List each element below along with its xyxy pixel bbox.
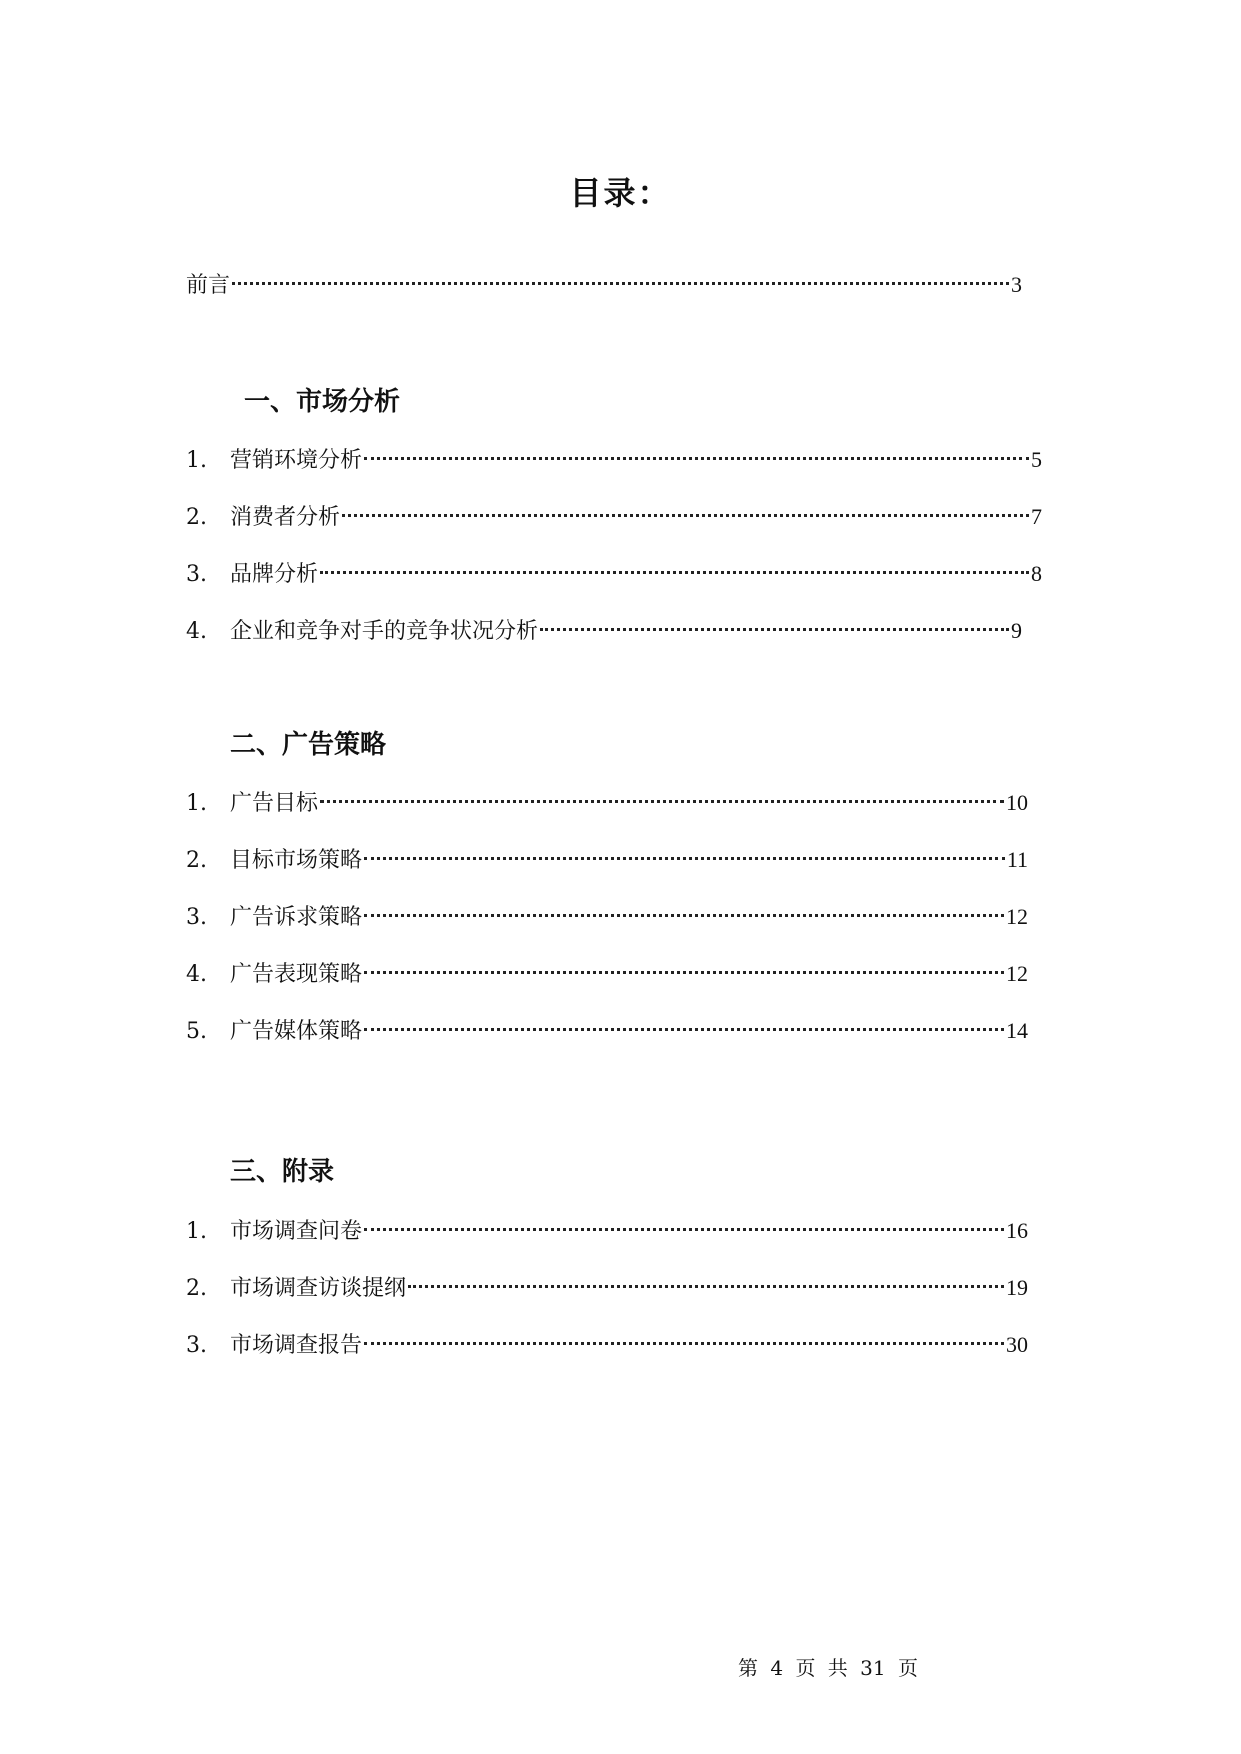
toc-entry[interactable] xyxy=(186,1214,1028,1244)
toc-entry-label: 消费者分析 xyxy=(230,505,341,530)
toc-entry-number: 2. xyxy=(186,1276,207,1301)
toc-page-number: 19 xyxy=(1006,1275,1028,1300)
toc-entry-label: 广告诉求策略 xyxy=(230,905,363,930)
toc-entry-number: 3. xyxy=(186,1333,207,1358)
toc-entry-number: 1. xyxy=(186,791,207,816)
toc-page-number: 14 xyxy=(1006,1018,1028,1043)
toc-entry[interactable] xyxy=(186,443,1042,473)
toc-entry-number: 5. xyxy=(186,1019,207,1044)
toc-entry-label: 市场调查访谈提纲 xyxy=(230,1276,407,1301)
dot-leader xyxy=(540,628,1009,631)
dot-leader xyxy=(364,914,1004,917)
dot-leader xyxy=(342,514,1029,517)
toc-entry-label: 市场调查问卷 xyxy=(230,1219,363,1244)
dot-leader xyxy=(364,457,1029,460)
dot-leader xyxy=(232,282,1009,285)
toc-page-number: 7 xyxy=(1031,504,1042,529)
toc-entry-number: 2. xyxy=(186,848,207,873)
toc-entry-label: 前言 xyxy=(186,273,231,298)
toc-entry-label: 市场调查报告 xyxy=(230,1333,363,1358)
toc-entry-number: 1. xyxy=(186,1219,207,1244)
toc-entry[interactable] xyxy=(186,500,1042,530)
toc-page-number: 8 xyxy=(1031,561,1042,586)
toc-entry-number: 4. xyxy=(186,619,207,644)
toc-entry[interactable] xyxy=(186,900,1028,930)
toc-entry[interactable] xyxy=(186,557,1042,587)
dot-leader xyxy=(408,1285,1004,1288)
toc-entry-label: 品牌分析 xyxy=(230,562,319,587)
dot-leader xyxy=(364,857,1005,860)
dot-leader xyxy=(320,571,1029,574)
toc-entry-number: 1. xyxy=(186,448,207,473)
dot-leader xyxy=(320,800,1004,803)
toc-entry[interactable] xyxy=(186,1328,1028,1358)
toc-page-number: 11 xyxy=(1006,847,1028,872)
toc-entry-label: 企业和竞争对手的竞争状况分析 xyxy=(230,619,539,644)
toc-entry-label: 广告目标 xyxy=(230,791,319,816)
toc-entry-label: 目标市场策略 xyxy=(230,848,363,873)
toc-page-number: 16 xyxy=(1006,1218,1028,1243)
dot-leader xyxy=(364,1028,1004,1031)
toc-page-number: 12 xyxy=(1006,904,1028,929)
toc-page-number: 9 xyxy=(1011,618,1022,643)
toc-page-number: 30 xyxy=(1006,1332,1028,1357)
toc-page-number: 12 xyxy=(1006,961,1028,986)
toc-entry-number: 3. xyxy=(186,562,207,587)
toc-entry-number: 4. xyxy=(186,962,207,987)
section-heading-market-analysis: 一、市场分析 xyxy=(244,387,401,417)
toc-page-number: 10 xyxy=(1006,790,1028,815)
toc-page-number: 5 xyxy=(1031,447,1042,472)
toc-page-number: 3 xyxy=(1011,272,1022,297)
page-title: 目录： xyxy=(569,174,672,212)
toc-entry[interactable] xyxy=(186,786,1028,816)
section-heading-appendix: 三、附录 xyxy=(230,1157,335,1187)
page-footer: 第 4 页 共 31 页 xyxy=(738,1656,918,1680)
toc-entry-preface[interactable] xyxy=(186,268,1022,298)
toc-entry-label: 广告媒体策略 xyxy=(230,1019,363,1044)
toc-entry-number: 2. xyxy=(186,505,207,530)
toc-entry[interactable] xyxy=(186,1271,1028,1301)
dot-leader xyxy=(364,971,1004,974)
toc-entry[interactable] xyxy=(186,1014,1028,1044)
dot-leader xyxy=(364,1228,1004,1231)
toc-entry-number: 3. xyxy=(186,905,207,930)
toc-entry-label: 营销环境分析 xyxy=(230,448,363,473)
toc-entry[interactable] xyxy=(186,614,1022,644)
toc-entry-label: 广告表现策略 xyxy=(230,962,363,987)
toc-entry[interactable] xyxy=(186,957,1028,987)
toc-entry[interactable] xyxy=(186,843,1028,873)
dot-leader xyxy=(364,1342,1004,1345)
section-heading-ad-strategy: 二、广告策略 xyxy=(230,730,387,760)
